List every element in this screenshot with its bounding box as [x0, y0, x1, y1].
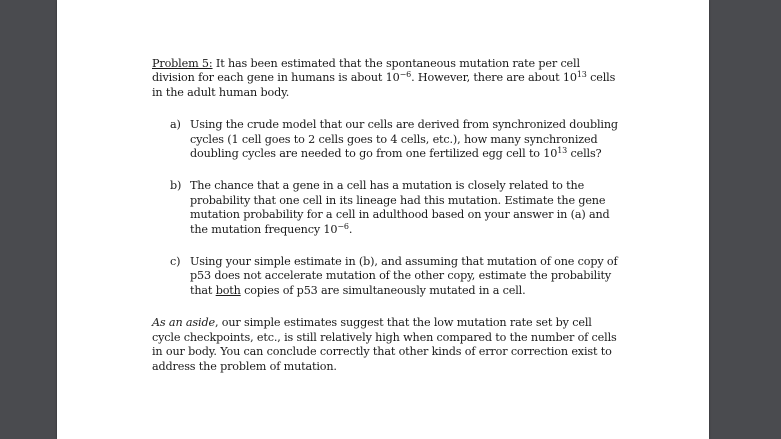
part-b	[152, 179, 622, 237]
part-text-b: cells?	[567, 147, 602, 161]
part-c	[152, 255, 622, 298]
exponent: −6	[399, 70, 412, 80]
part-text-a: Using the crude model that our cells are derived from synchronized doubling cycles (1 cell goes to 2 cells goes to 4 cells, etc.), how many synchronized doubling cycles are needed to go from one fertilized egg cell to 10	[190, 118, 618, 161]
aside-text: , our simple estimates suggest that the low mutation rate set by cell cycle checkpoints, etc., is still relatively high when compared to the number of cells in our body. You can conclude correctly that other kinds of error correction exist to address the problem of mutation.	[152, 316, 617, 373]
exponent: −6	[337, 221, 349, 231]
problem-text: It has been estimated that the spontaneous mutation rate per cell division for each gene in humans is about 10	[152, 57, 580, 85]
part-text-a: Using your simple estimate in (b), and assuming that mutation of one copy of p53 does not accelerate mutation of the other copy, estimate the probability that	[190, 255, 618, 297]
aside-paragraph	[152, 316, 622, 374]
exponent: 13	[576, 70, 587, 80]
part-text-b: copies of p53 are simultaneously mutated in a cell.	[240, 283, 526, 297]
part-text	[190, 255, 622, 298]
part-label: c)	[170, 255, 181, 269]
page-content	[152, 57, 622, 392]
document-page	[57, 0, 709, 439]
part-text-a: The chance that a gene in a cell has a mutation is closely related to the probability that one cell in its lineage had this mutation. Estimate the gene mutation probability for a cell in adulthood based on your answer in (a) and the mutation frequency 10	[190, 179, 610, 236]
part-text	[190, 179, 622, 237]
problem-label: Problem 5:	[152, 57, 213, 70]
part-a	[152, 118, 622, 161]
problem-intro	[152, 57, 622, 100]
underlined-word: both	[215, 283, 241, 297]
part-text	[190, 118, 622, 161]
part-text-b: .	[348, 222, 353, 236]
part-label: a)	[170, 118, 181, 132]
aside-italic: As an aside	[152, 316, 215, 330]
problem-text: . However, there are about 10	[411, 71, 577, 85]
part-label: b)	[170, 179, 182, 193]
problem-text: cells in the adult human body.	[152, 71, 616, 99]
exponent: 13	[557, 146, 568, 156]
